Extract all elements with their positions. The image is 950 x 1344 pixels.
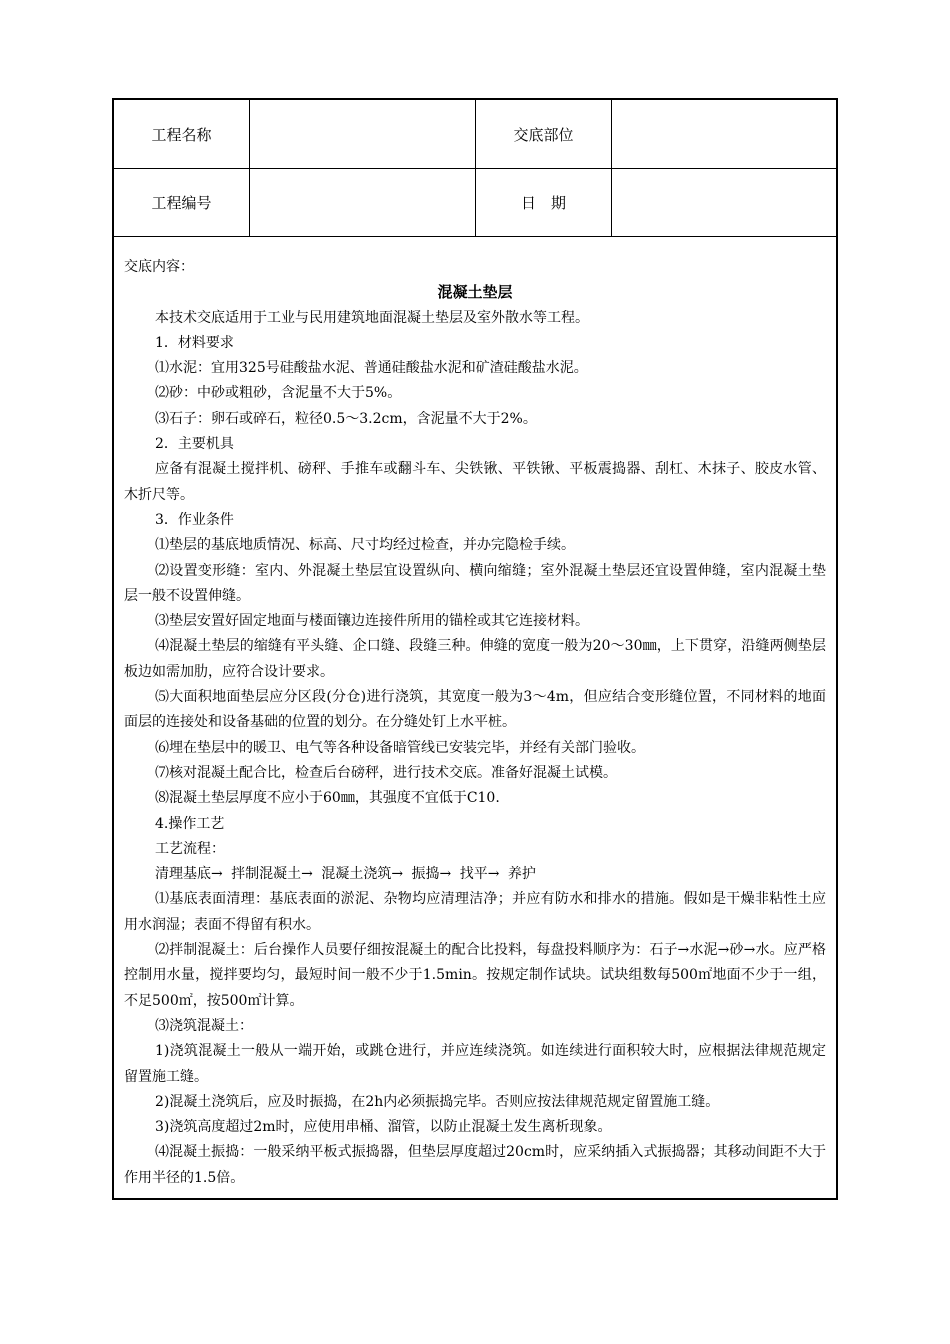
content-label: 交底内容： [124,259,194,275]
paragraph: 3．作业条件 [155,511,234,528]
project-name-value [250,100,476,168]
paragraph: 3)浇筑高度超过2m时，应使用串桶、溜管，以防止混凝土发生离析现象。 [155,1119,612,1136]
paragraph: ⑴基底表面清理：基底表面的淤泥、杂物均应清理洁净；并应有防水和排水的措施。假如是干燥非粘性土应用水润湿；表面不得留有积水。 [124,891,826,933]
paragraph: ⑻混凝土垫层厚度不应小于60㎜，其强度不宜低于C10. [155,790,500,807]
paragraph: ⑷混凝土振捣：一般采纳平板式振捣器，但垫层厚度超过20cm时，应采纳插入式振捣器；其移动间距不大于作用半径的1.5倍。 [124,1144,826,1186]
paragraph: 工艺流程： [155,840,225,857]
paragraph: ⑴垫层的基底地质情况、标高、尺寸均经过检查，并办完隐检手续。 [155,537,575,554]
date-value [612,168,836,236]
paragraph: 2．主要机具 [155,436,234,453]
paragraph: ⑶垫层安置好固定地面与楼面镶边连接件所用的锚栓或其它连接材料。 [155,613,589,630]
paragraph: 本技术交底适用于工业与民用建筑地面混凝土垫层及室外散水等工程。 [155,309,589,326]
paragraph: ⑺核对混凝土配合比，检查后台磅秤，进行技术交底。准备好混凝土试模。 [155,764,617,781]
part-value [612,100,836,168]
project-no-label: 工程编号 [114,168,250,236]
paragraph: ⑹埋在垫层中的暖卫、电气等各种设备暗管线已安装完毕，并经有关部门验收。 [155,739,645,756]
header-row-1 [114,100,836,169]
paragraph: ⑴水泥：宜用325号硅酸盐水泥、普通硅酸盐水泥和矿渣硅酸盐水泥。 [155,360,588,377]
disclosure-content [114,237,836,1191]
disclosure-form [112,98,838,1200]
content-title: 混凝土垫层 [437,283,513,302]
part-label: 交底部位 [476,100,612,168]
paragraph: ⑵拌制混凝土：后台操作人员要仔细按混凝土的配合比投料，每盘投料顺序为：石子→水泥→砂→水。应严格控制用水量，搅拌要均匀，最短时间一般不少于1.5min。按规定制作试块。试块组数每500㎡地面不少于一组，不足500㎡，按500㎡计算。 [124,942,826,1009]
paragraph: 2)混凝土浇筑后，应及时振捣，在2h内必须振捣完毕。否则应按法律规范规定留置施工缝。 [155,1093,720,1110]
paragraph: ⑵设置变形缝：室内、外混凝土垫层宜设置纵向、横向缩缝；室外混凝土垫层还宜设置伸缝，室内混凝土垫层一般不设置伸缝。 [124,562,826,604]
paragraph: 应备有混凝土搅拌机、磅秤、手推车或翻斗车、尖铁锹、平铁锹、平板震捣器、刮杠、木抹子、胶皮水管、木折尺等。 [124,461,826,503]
process-flow: 清理基底→ 拌制混凝土→ 混凝土浇筑→ 振捣→ 找平→ 养护 [155,866,536,883]
project-name-label: 工程名称 [114,100,250,168]
paragraph: ⑶浇筑混凝土： [155,1017,253,1034]
paragraph: 1．材料要求 [155,334,234,351]
paragraph: ⑸大面积地面垫层应分区段(分仓)进行浇筑，其宽度一般为3～4m，但应结合变形缝位置，不同材料的地面面层的连接处和设备基础的位置的划分。在分缝处钉上水平桩。 [124,689,826,731]
paragraph: 4.操作工艺 [155,815,225,832]
paragraph: 1)浇筑混凝土一般从一端开始，或跳仓进行，并应连续浇筑。如连续进行面积较大时，应根据法律规范规定留置施工缝。 [124,1043,826,1085]
project-no-value [250,168,476,236]
paragraph: ⑵砂：中砂或粗砂，含泥量不大于5%。 [155,385,402,402]
header-row-2 [114,168,836,237]
paragraph: ⑶石子：卵石或碎石，粒径0.5～3.2cm，含泥量不大于2%。 [155,410,537,427]
paragraph: ⑷混凝土垫层的缩缝有平头缝、企口缝、段缝三种。伸缝的宽度一般为20～30㎜，上下贯穿，沿缝两侧垫层板边如需加肋，应符合设计要求。 [124,638,826,680]
date-label: 日 期 [476,168,612,236]
